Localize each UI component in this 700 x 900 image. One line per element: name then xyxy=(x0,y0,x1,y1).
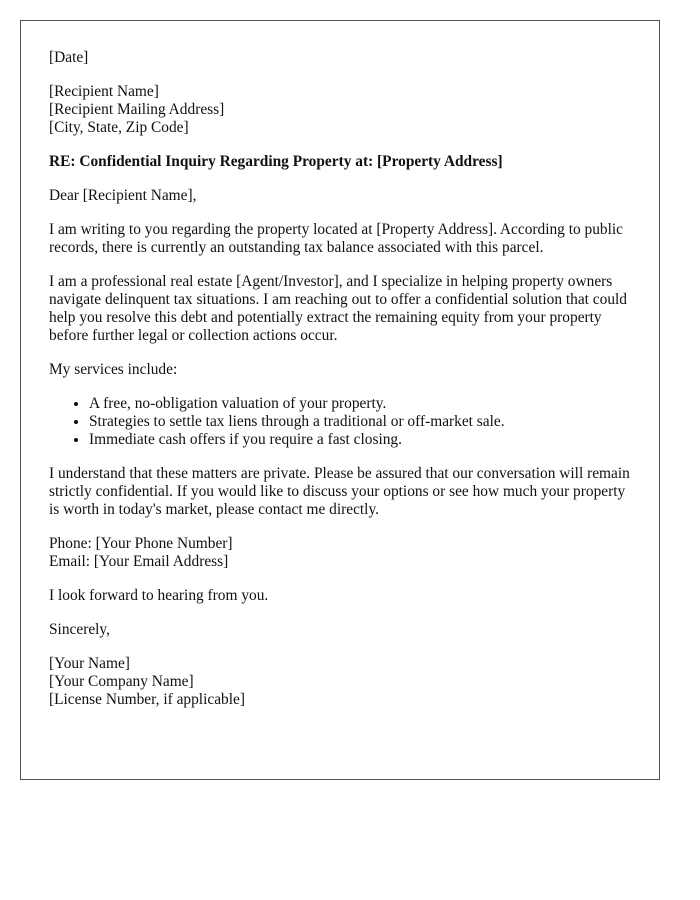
date-text: [Date] xyxy=(49,49,89,66)
services-intro: My services include: xyxy=(49,361,178,378)
sign-off: Sincerely, xyxy=(49,621,110,638)
list-item: • Immediate cash offers if you require a fast closing. xyxy=(89,431,631,449)
recipient-name: [Recipient Name] xyxy=(49,83,159,100)
signature-company: [Your Company Name] xyxy=(49,673,194,690)
letter-page xyxy=(20,20,660,780)
services-list xyxy=(49,395,631,449)
subject-line: RE: Confidential Inquiry Regarding Property at: [Property Address] xyxy=(49,153,503,170)
recipient-city-state-zip: [City, State, Zip Code] xyxy=(49,119,189,136)
signature-name: [Your Name] xyxy=(49,655,130,672)
recipient-address: [Recipient Mailing Address] xyxy=(49,101,225,118)
signature-block xyxy=(49,655,631,709)
email-line: Email: [Your Email Address] xyxy=(49,553,229,570)
list-item: • Strategies to settle tax liens through a traditional or off-market sale. xyxy=(89,413,631,431)
phone-line: Phone: [Your Phone Number] xyxy=(49,535,233,552)
recipient-block xyxy=(49,83,631,137)
list-item: • A free, no-obligation valuation of your property. xyxy=(89,395,631,413)
contact-block xyxy=(49,535,631,571)
salutation: Dear [Recipient Name], xyxy=(49,187,197,204)
intro-paragraph: I am writing to you regarding the property located at [Property Address]. According to public records, there is currently an outstanding tax balance associated with this parcel. xyxy=(49,221,624,256)
signature-license: [License Number, if applicable] xyxy=(49,691,245,708)
offer-paragraph: I am a professional real estate [Agent/Investor], and I specialize in helping property owners navigate delinquent tax situations. I am reaching out to offer a confidential solution that could help you resolve this debt and potentially extract the remaining equity from your property before further legal or collection actions occur. xyxy=(49,273,627,344)
letter-date xyxy=(49,49,631,67)
look-forward-line: I look forward to hearing from you. xyxy=(49,587,269,604)
confidentiality-paragraph: I understand that these matters are private. Please be assured that our conversation will remain strictly confidential. If you would like to discuss your options or see how much your property is worth in today's market, please contact me directly. xyxy=(49,465,630,518)
